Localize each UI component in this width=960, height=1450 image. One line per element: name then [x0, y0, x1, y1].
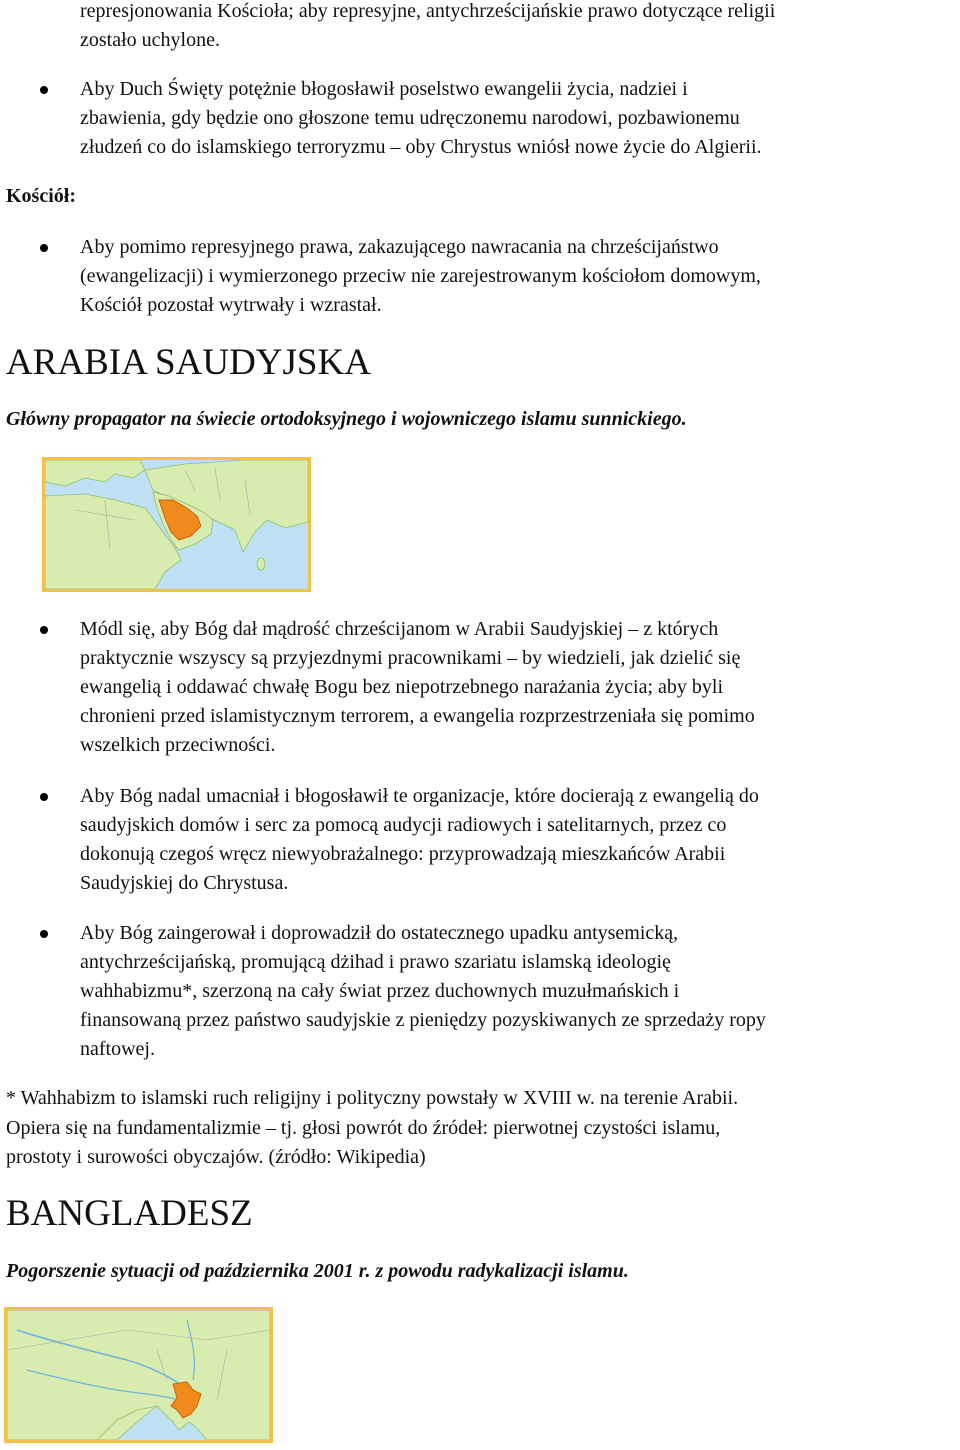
bangladesh-map-graphic	[7, 1310, 270, 1440]
bullet-dot	[40, 930, 48, 938]
saudi-prayer-3-line-4: finansowaną przez państwo saudyjskie z pieniędzy pozyskiwanych ze sprzedaży ropy	[80, 1009, 766, 1031]
section-heading-saudi-arabia: ARABIA SAUDYJSKA	[6, 342, 371, 383]
bullet-dot	[40, 626, 48, 634]
intro-cont-line-1: represjonowania Kościoła; aby represyjne, antychrześcijańskie prawo dotyczące religii	[80, 0, 776, 22]
saudi-prayer-1-line-3: ewangelią i oddawać chwałę Bogu bez niepotrzebnego narażania życia; aby byli	[80, 676, 724, 698]
saudi-prayer-3-line-1: Aby Bóg zaingerował i doprowadził do ostatecznego upadku antysemicką,	[80, 922, 679, 944]
church-prayer-line-1: Aby pomimo represyjnego prawa, zakazującego nawracania na chrześcijaństwo	[80, 236, 719, 258]
saudi-prayer-2-line-3: dokonują czegoś wręcz niewyobrażalnego: przyprowadzają mieszkańców Arabii	[80, 843, 726, 865]
bullet-dot	[40, 86, 48, 94]
saudi-prayer-2-line-2: saudyjskich domów i serc za pomocą audycji radiowych i satelitarnych, przez co	[80, 814, 727, 836]
church-prayer-line-2: (ewangelizacji) i wymierzonego przeciw nie zarejestrowanym kościołom domowym,	[80, 265, 761, 287]
bangladesh-map	[4, 1307, 273, 1443]
saudi-prayer-1-line-4: chronieni przed islamistycznym terrorem, a ewangelia rozprzestrzeniała się pomimo	[80, 705, 755, 727]
footnote-line-3: prostoty i surowości obyczajów. (źródło: Wikipedia)	[6, 1146, 426, 1168]
algeria-prayer-line-1: Aby Duch Święty potężnie błogosławił poselstwo ewangelii życia, nadziei i	[80, 78, 688, 100]
footnote-line-2: Opiera się na fundamentalizmie – tj. głosi powrót do źródeł: pierwotnej czystości islamu,	[6, 1117, 721, 1139]
saudi-subtitle: Główny propagator na świecie ortodoksyjnego i wojowniczego islamu sunnickiego.	[6, 408, 687, 430]
church-prayer-line-3: Kościół pozostał wytrwały i wzrastał.	[80, 294, 382, 316]
saudi-arabia-map	[42, 457, 311, 592]
saudi-prayer-2-line-4: Saudyjskiej do Chrystusa.	[80, 872, 289, 894]
saudi-prayer-1-line-1: Módl się, aby Bóg dał mądrość chrześcijanom w Arabii Saudyjskiej – z których	[80, 618, 719, 640]
saudi-prayer-1-line-2: praktycznie wszyscy są przyjezdnymi pracownikami – by wiedzieli, jak dzielić się	[80, 647, 741, 669]
intro-cont-line-2: zostało uchylone.	[80, 29, 220, 51]
bullet-dot	[40, 244, 48, 252]
church-label: Kościół:	[6, 185, 76, 207]
saudi-prayer-3-line-2: antychrześcijańską, promującą dżihad i prawo szariatu islamską ideologię	[80, 951, 671, 973]
bullet-dot	[40, 793, 48, 801]
algeria-prayer-line-3: złudzeń co do islamskiego terroryzmu – oby Chrystus wniósł nowe życie do Algierii.	[80, 136, 762, 158]
saudi-prayer-3-line-3: wahhabizmu*, szerzoną na cały świat przez duchownych muzułmańskich i	[80, 980, 680, 1002]
section-heading-bangladesh: BANGLADESZ	[6, 1193, 253, 1234]
algeria-prayer-line-2: zbawienia, gdy będzie ono głoszone temu udręczonemu narodowi, pozbawionemu	[80, 107, 740, 129]
footnote-line-1: * Wahhabizm to islamski ruch religijny i polityczny powstały w XVIII w. na terenie Arabii.	[6, 1087, 739, 1109]
bangladesh-subtitle: Pogorszenie sytuacji od października 2001 r. z powodu radykalizacji islamu.	[6, 1260, 629, 1282]
saudi-prayer-1-line-5: wszelkich przeciwności.	[80, 734, 276, 756]
saudi-arabia-map-graphic	[45, 460, 308, 589]
saudi-prayer-2-line-1: Aby Bóg nadal umacniał i błogosławił te organizacje, które docierają z ewangelią do	[80, 785, 759, 807]
saudi-prayer-3-line-5: naftowej.	[80, 1038, 155, 1060]
